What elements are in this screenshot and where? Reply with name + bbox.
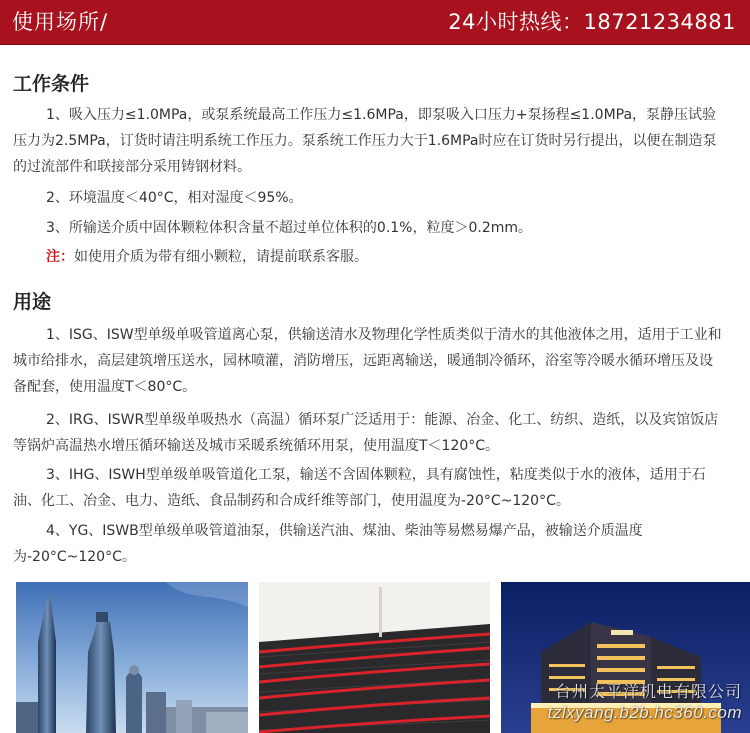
usage-item-2: 2、IRG、ISWR型单级单吸热水（高温）循环泵广泛适用于：能源、冶金、化工、纺织、造纸，以及宾馆饭店等锅炉高温热水增压循环输送及城市采暖系统循环用泵，使用温度T＜120°C。 (13, 412, 719, 454)
usage-item-1: 1、ISG、ISW型单级单吸管道离心泵，供输送清水及物理化学性质类似于清水的其他液体之用，适用于工业和城市给排水，高层建筑增压送水，园林喷灌，消防增压，远距离输送，暖通制冷循环，浴室等冷暖水循环增压及设备配套，使用温度T＜80°C。 (13, 327, 722, 395)
note-text: 如使用介质为带有细小颗粒，请提前联系客服。 (74, 249, 368, 265)
note-label: 注： (46, 249, 74, 265)
watermark-url: tzlxyang.b2b.hc360.com (547, 703, 742, 722)
hotline-number: 24小时热线：18721234881 (448, 10, 736, 34)
floor-heating-pipes-photo (259, 582, 490, 733)
condition-note (13, 244, 725, 270)
header-title: 使用场所/ (12, 10, 109, 34)
condition-item-1: 1、吸入压力≤1.0MPa，或泵系统最高工作压力≤1.6MPa，即泵吸入口压力+泵扬程≤1.0MPa，泵静压试验压力为2.5MPa，订货时请注明系统工作压力。泵系统工作压力大于1.6MPa时应在订货时另行提出，以便在制造泵的过流部件和联接部分采用铸钢材料。 (13, 107, 717, 175)
conditions-title: 工作条件 (13, 73, 90, 95)
company-watermark (548, 683, 742, 723)
usage-title: 用途 (13, 291, 52, 313)
usage-item-4: 4、YG、ISWB型单级单吸管道油泵，供输送汽油、煤油、柴油等易燃易爆产品，被输送介质温度为-20°C~120°C。 (13, 523, 643, 565)
skyscraper-city-photo (16, 582, 248, 733)
condition-item-3: 3、所输送介质中固体颗粒体积含量不超过单位体积的0.1%，粒度＞0.2mm。 (46, 220, 533, 236)
watermark-company: 台州太平洋机电有限公司 (554, 684, 742, 701)
page-header (0, 0, 750, 45)
usage-item-3: 3、IHG、ISWH型单级单吸管道化工泵，输送不含固体颗粒，具有腐蚀性，粘度类似于水的液体，适用于石油、化工、冶金、电力、造纸、食品制药和合成纤维等部门，使用温度为-20°C~120°C。 (13, 467, 706, 509)
condition-item-2: 2、环境温度＜40°C，相对湿度＜95%。 (46, 190, 303, 206)
